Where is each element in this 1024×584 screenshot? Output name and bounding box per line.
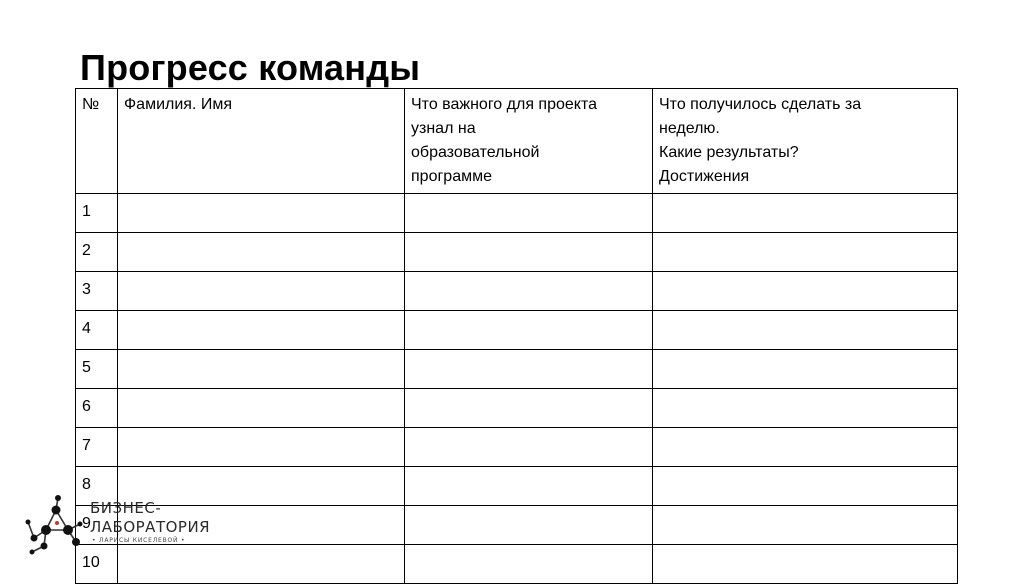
table-row: [76, 389, 958, 428]
table-header-row: [76, 89, 958, 194]
row-number: 4: [76, 311, 118, 350]
row-number: 5: [76, 350, 118, 389]
table-row: [76, 272, 958, 311]
column-header-number: №: [76, 89, 118, 194]
name-cell[interactable]: [118, 272, 405, 311]
name-cell[interactable]: [118, 194, 405, 233]
table-row: [76, 233, 958, 272]
row-number: 10: [76, 545, 118, 584]
achievements-cell[interactable]: [653, 350, 958, 389]
row-number: 6: [76, 389, 118, 428]
achievements-cell[interactable]: [653, 428, 958, 467]
learned-cell[interactable]: [405, 272, 653, 311]
row-number: 9: [76, 506, 118, 545]
achievements-cell[interactable]: [653, 467, 958, 506]
achievements-cell[interactable]: [653, 272, 958, 311]
learned-cell[interactable]: [405, 194, 653, 233]
learned-cell[interactable]: [405, 350, 653, 389]
name-cell[interactable]: [118, 350, 405, 389]
learned-cell[interactable]: [405, 311, 653, 350]
achievements-cell[interactable]: [653, 233, 958, 272]
achievements-cell[interactable]: [653, 194, 958, 233]
achievements-cell[interactable]: [653, 389, 958, 428]
row-number: 3: [76, 272, 118, 311]
table-row: [76, 428, 958, 467]
row-number: 7: [76, 428, 118, 467]
column-header-achievements: Что получилось сделать за неделю. Какие результаты? Достижения: [653, 89, 958, 194]
column-header-name: Фамилия. Имя: [118, 89, 405, 194]
learned-cell[interactable]: [405, 428, 653, 467]
table-row: [76, 350, 958, 389]
table-row: [76, 194, 958, 233]
name-cell[interactable]: [118, 233, 405, 272]
page-title: Прогресс команды: [80, 47, 421, 88]
name-cell[interactable]: [118, 389, 405, 428]
column-header-learned: Что важного для проекта узнал на образовательной программе: [405, 89, 653, 194]
learned-cell[interactable]: [405, 389, 653, 428]
learned-cell[interactable]: [405, 506, 653, 545]
name-cell[interactable]: [118, 311, 405, 350]
table-row: [76, 311, 958, 350]
learned-cell[interactable]: [405, 467, 653, 506]
business-lab-logo: БИЗНЕС- ЛАБОРАТОРИЯ • ЛАРИСЫ КИСЕЛЕВОЙ •: [22, 492, 212, 562]
learned-cell[interactable]: [405, 233, 653, 272]
learned-cell[interactable]: [405, 545, 653, 584]
name-cell[interactable]: [118, 428, 405, 467]
row-number: 2: [76, 233, 118, 272]
achievements-cell[interactable]: [653, 545, 958, 584]
achievements-cell[interactable]: [653, 311, 958, 350]
row-number: 1: [76, 194, 118, 233]
row-number: 8: [76, 467, 118, 506]
achievements-cell[interactable]: [653, 506, 958, 545]
molecule-logo-icon: [22, 492, 86, 558]
